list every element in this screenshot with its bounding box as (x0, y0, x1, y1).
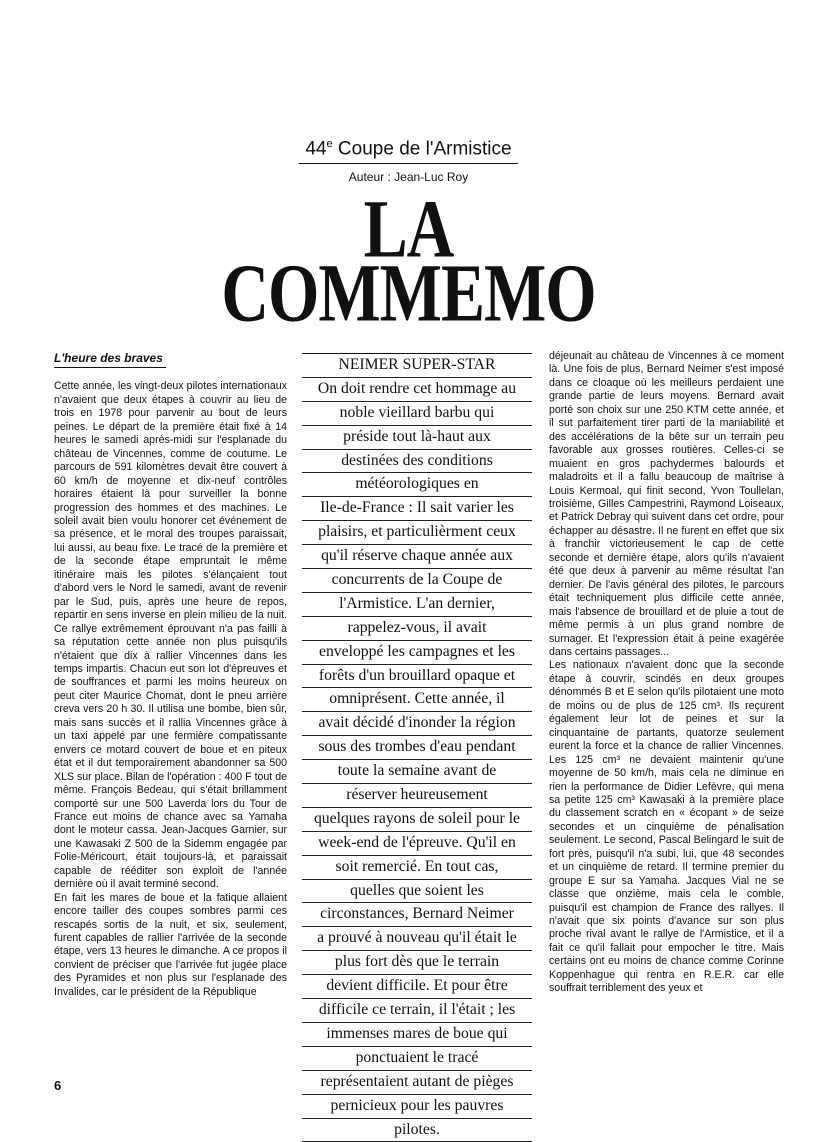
ruled-line: rappelez-vous, il avait (302, 617, 532, 641)
event-title: 44e Coupe de l'Armistice (299, 138, 517, 164)
article-header (0, 138, 817, 318)
text-column-left (54, 352, 287, 999)
page-number: 6 (54, 1078, 61, 1093)
ruled-line: forêts d'un brouillard opaque et (302, 665, 532, 689)
ruled-line: météorologiques en (302, 473, 532, 497)
author-line: Auteur : Jean-Luc Roy (0, 170, 817, 184)
headline-line-1: LA (0, 190, 817, 270)
ruled-line: préside tout là-haut aux (302, 426, 532, 450)
ruled-line: difficile ce terrain, il l'était ; les (302, 999, 532, 1023)
body-paragraph: Les nationaux n'avaient donc que la seconde étape à couvrir, scindés en deux groupes dénommés B et E selon qu'ils pilotaient une moto de moins ou de plus de 125 cm³. Ils reçurent également leur lot de peines et sur la cinquantaine de partants, quatorze seulement eurent la force et la chance de rallier Vincennes. Les 125 cm³ ne devaient maintenir qu'une moyenne de 50 km/h, mais cela ne diminue en rien la performance de Didier Lefèvre, qui mena sa petite 125 cm³ Kawasaki à la première place du classement scratch en « écopant » de seize secondes et un cinquième de pénalisation seulement. Le second, Pascal Belingard le suit de fort près, puisqu'il n'a subi, lui, que 48 secondes et un cinquième de retard. Il termine premier du groupe E sur sa Yamaha. Jacques Vial ne se classe que onzième, mais cela le comble, puisqu'il est champion de France des rallyes. Il n'avait que six points d'avance sur son plus proche rival avant le rallye de l'Armistice, et il a fait ce qu'il fallait pour empocher le titre. Mais certains ont eu moins de chance comme Corinne Koppenhague qui rentra en R.E.R. car elle souffrait terriblement des yeux et (549, 659, 784, 995)
ruled-line: week-end de l'épreuve. Qu'il en (302, 832, 532, 856)
ruled-line: noble vieillard barbu qui (302, 402, 532, 426)
ruled-line: NEIMER SUPER-STAR (302, 353, 532, 378)
ruled-line: immenses mares de boue qui (302, 1023, 532, 1047)
ruled-line: enveloppé les campagnes et les (302, 641, 532, 665)
body-paragraph: déjeunait au château de Vincennes à ce moment là. Une fois de plus, Bernard Neimer s'est imposé dans ce cloaque où les meilleurs perdaient une grande partie de leurs moyens. Bernard avait porté son choix sur une 250 KTM cette année, et il sut parfaitement tirer parti de la maniabilité et des accélérations de la bête sur un terrain peu favorable aux grosses routières. Celles-ci se muaient en gros pachydermes balourds et maladroits et il a fallu beaucoup de maîtrise à Louis Kermoal, qui finit second, Yvon Toullelan, troisième, Gilles Campestrini, Raymond Loiseaux, et Patrick Debray qui suivent dans cet ordre, pour échapper au désastre. Il ne furent en effet que six à franchir victorieusement le cap de cette seconde et dernière étape, alors qu'ils n'avaient été que deux à parvenir au même résultat l'an dernier. De l'avis général des pilotes, le parcours était techniquement plus difficile cette année, mais l'absence de brouillard et de pluie a tout de même permis à un plus grand nombre de surnager. Et l'expression était à peine exagérée dans certains passages... (549, 350, 784, 659)
ruled-line: sous des trombes d'eau pendant (302, 736, 532, 760)
ruled-line: pilotes. (302, 1119, 532, 1142)
ruled-line: Ile-de-France : Il sait varier les (302, 497, 532, 521)
ruled-line: représentaient autant de pièges (302, 1071, 532, 1095)
ruled-line: quelles que soient les (302, 880, 532, 904)
section-title: L'heure des braves (54, 352, 166, 368)
body-paragraph: En fait les mares de boue et la fatique allaient encore tailler des coupes sombres parmi ces rescapés sortis de la nuit, et six, seulement, furent capables de rallier l'arrivée de la seconde étape, vers 13 heures le dimanche. A ce propos il convient de préciser que l'arrivée fut jugée place des Pyramides et non plus sur l'esplanade des Invalides, car le président de la République (54, 892, 287, 1000)
ruled-line: avait décidé d'inonder la région (302, 712, 532, 736)
ruled-line: soit remercié. En tout cas, (302, 856, 532, 880)
ruled-line: pernicieux pour les pauvres (302, 1095, 532, 1119)
ruled-line: plaisirs, et particulièrment ceux (302, 521, 532, 545)
ruled-line: ponctuaient le tracé (302, 1047, 532, 1071)
ruled-line: plus fort dès que le terrain (302, 951, 532, 975)
ruled-line: circonstances, Bernard Neimer (302, 903, 532, 927)
ruled-line: qu'il réserve chaque année aux (302, 545, 532, 569)
ruled-line: l'Armistice. L'an dernier, (302, 593, 532, 617)
text-column-right (549, 350, 784, 996)
ruled-line: destinées des conditions (302, 450, 532, 474)
body-paragraph: Cette année, les vingt-deux pilotes internationaux n'avaient que deux étapes à couvrir au lieu de trois en 1978 pour parvenir au bout de leurs peines. Le départ de la première était fixé à 14 heures le samedi après-midi sur l'esplanade du château de Vincennes, comme de coutume. Le parcours de 591 kilomètres devait être couvert à 60 km/h de moyenne et dix-neuf contrôles horaires étaient là pour surveiller la bonne progression des hommes et des machines. Le soleil avait bien voulu honorer cet événement de sa présence, et le moral des troupes paraissait, lui aussi, au beau fixe. Le tracé de la première et de la seconde étape empruntait le même itinéraire mais les pilotes s'élançaient tout d'abord vers le Nord le samedi, avant de revenir par le Sud, puis, après une heure de repos, repartir en sens inverse en plein milieu de la nuit. Ce rallye extrêmement éprouvant n'a pas failli à sa réputation cette année non plus puisqu'ils n'étaient que dix à rallier Vincennes dans les temps impartis. Chacun eut son lot d'épreuves et de souffrances et parmi les moins heureux on peut citer Maurice Chomat, dont le pneu arrière creva vers 20 h 30. Il utilisa une bombe, bien sûr, mais sans succès et il rallia Vincennes grâce à un taxi appelé par une fermière compatissante envers ce motard couvert de boue et en piteux état et il dut temporairement abandonner sa 500 XLS sur place. Bilan de l'opération : 400 F tout de même. François Bedeau, qui s'était brillamment comporté sur une 500 Laverda lors du Tour de France eut moins de chance avec sa Yamaha dont le moteur cassa. Jean-Jacques Garnier, sur une Kawasaki Z 500 de la Sidemm engagée par Folie-Méricourt, était toujours-là, et paraissait capable de rééditer son exploit de l'année dernière où il avait terminé second. (54, 380, 287, 891)
ruled-line: quelques rayons de soleil pour le (302, 808, 532, 832)
ruled-line: réserver heureusement (302, 784, 532, 808)
ruled-line: On doit rendre cet hommage au (302, 378, 532, 402)
ruled-line: toute la semaine avant de (302, 760, 532, 784)
ruled-box-column (302, 353, 532, 1142)
ruled-line: omniprésent. Cette année, il (302, 688, 532, 712)
ruled-line: devient difficile. Et pour être (302, 975, 532, 999)
ruled-line: concurrents de la Coupe de (302, 569, 532, 593)
ruled-line: a prouvé à nouveau qu'il était le (302, 927, 532, 951)
headline-line-2: COMMEMO (0, 254, 817, 334)
